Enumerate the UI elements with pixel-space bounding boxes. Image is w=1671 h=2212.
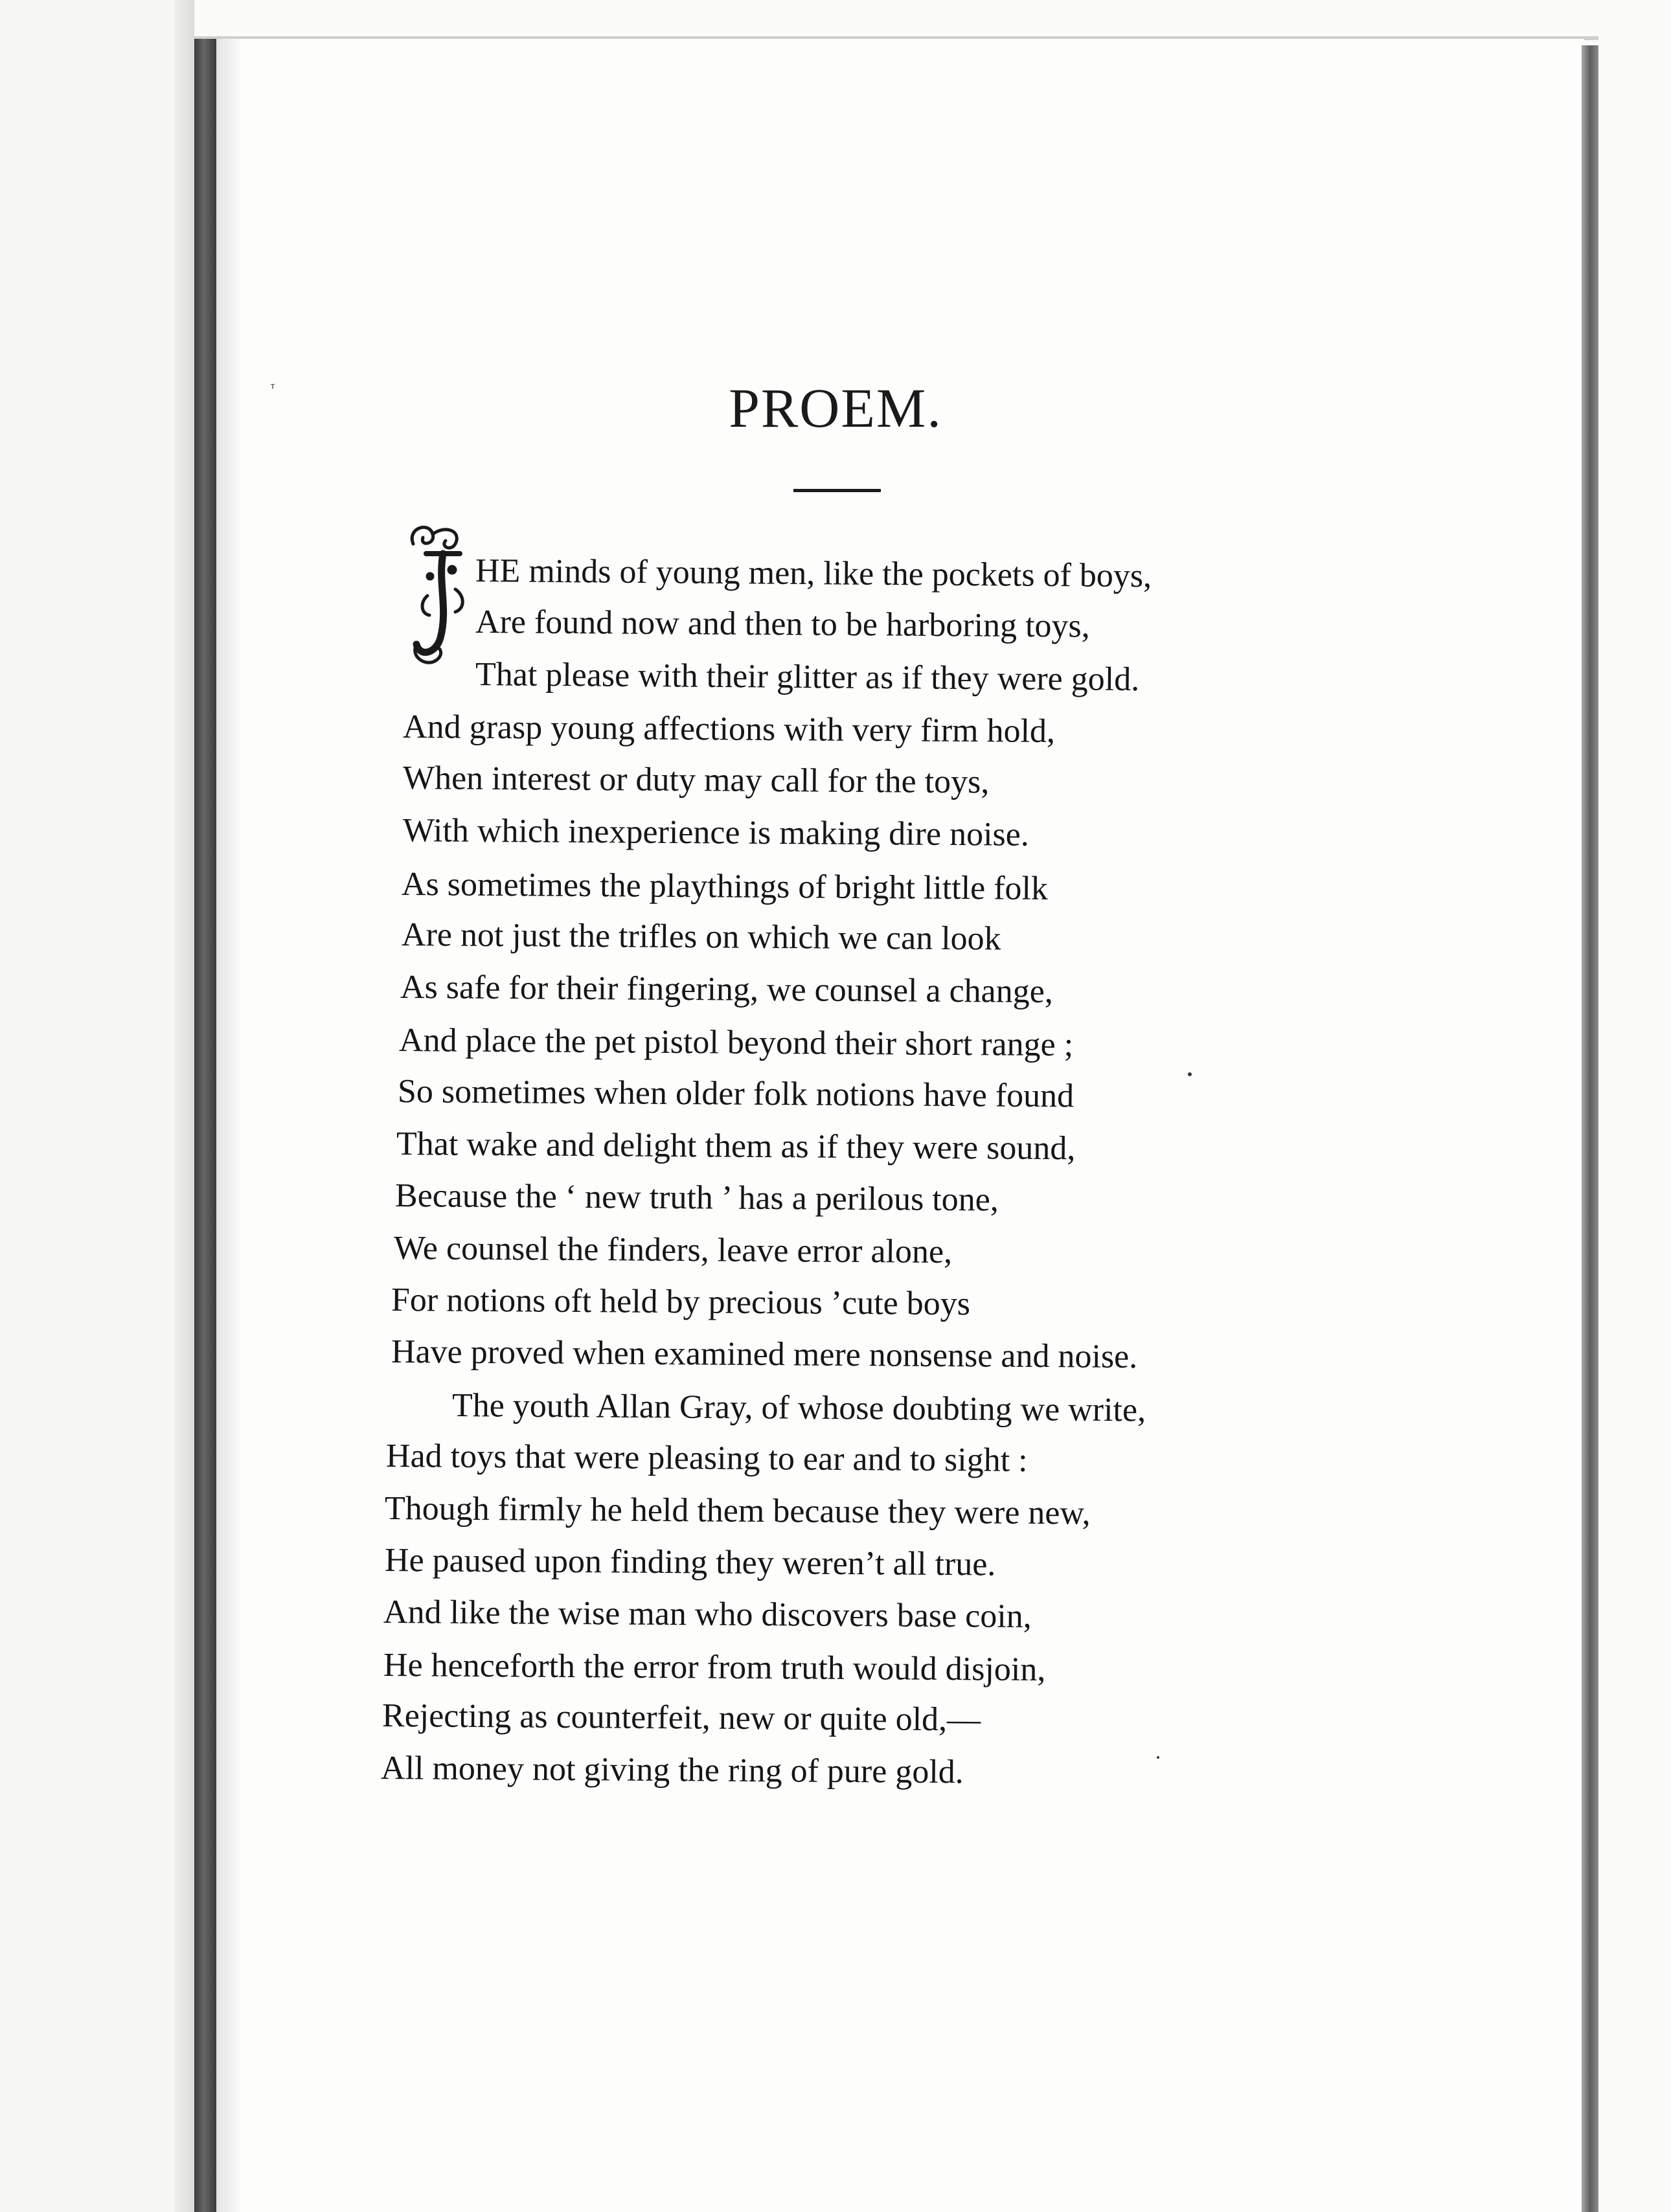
poem-line: That wake and delight them as if they were sound, <box>396 1125 1076 1168</box>
poem-line: And grasp young affections with very firm hold, <box>402 708 1056 751</box>
poem-line: As sometimes the playthings of bright little folk <box>401 866 1049 907</box>
poem-title: PROEM. <box>729 377 942 439</box>
poem-line: Because the ‘ new truth ’ has a perilous tone, <box>394 1177 999 1219</box>
poem-line: Though firmly he held them because they were new, <box>384 1490 1091 1532</box>
poem-line: And like the wise man who discovers base coin, <box>383 1594 1032 1635</box>
poem-line: We counsel the finders, leave error alone, <box>393 1230 953 1271</box>
poem-line: As safe for their fingering, we counsel a change, <box>400 969 1054 1011</box>
poem-line: Are found now and then to be harboring toys, <box>475 604 1090 645</box>
poem-line: He paused upon finding they weren’t all true. <box>384 1542 996 1583</box>
poem-line: Had toys that were pleasing to ear and to sight : <box>385 1438 1028 1479</box>
poem-line: HE minds of young men, like the pockets of boys, <box>475 552 1152 595</box>
poem-line: That please with their glitter as if they were gold. <box>475 656 1140 699</box>
poem-line: With which inexperience is making dire noise. <box>402 812 1030 853</box>
print-speck <box>1188 1072 1192 1076</box>
poem-line: So sometimes when older folk notions have found <box>397 1073 1074 1115</box>
poem-line: And place the pet pistol beyond their short range ; <box>398 1022 1074 1064</box>
poem-line: When interest or duty may call for the toys, <box>402 760 990 801</box>
poem-line: He henceforth the error from truth would disjoin, <box>383 1647 1046 1689</box>
poem-line: Rejecting as counterfeit, new or quite old,— <box>381 1697 981 1739</box>
poem-line: For notions oft held by precious ’cute boys <box>391 1281 971 1323</box>
poem-line: Are not just the trifles on which we can look <box>401 916 1001 958</box>
poem-line: All money not giving the ring of pure gold. <box>380 1750 964 1791</box>
poem-line: The youth Allan Gray, of whose doubting we write, <box>451 1387 1146 1429</box>
print-speck <box>1157 1756 1159 1759</box>
drop-cap-letter: T <box>271 383 275 390</box>
poem-line: Have proved when examined mere nonsense and noise. <box>391 1333 1138 1376</box>
